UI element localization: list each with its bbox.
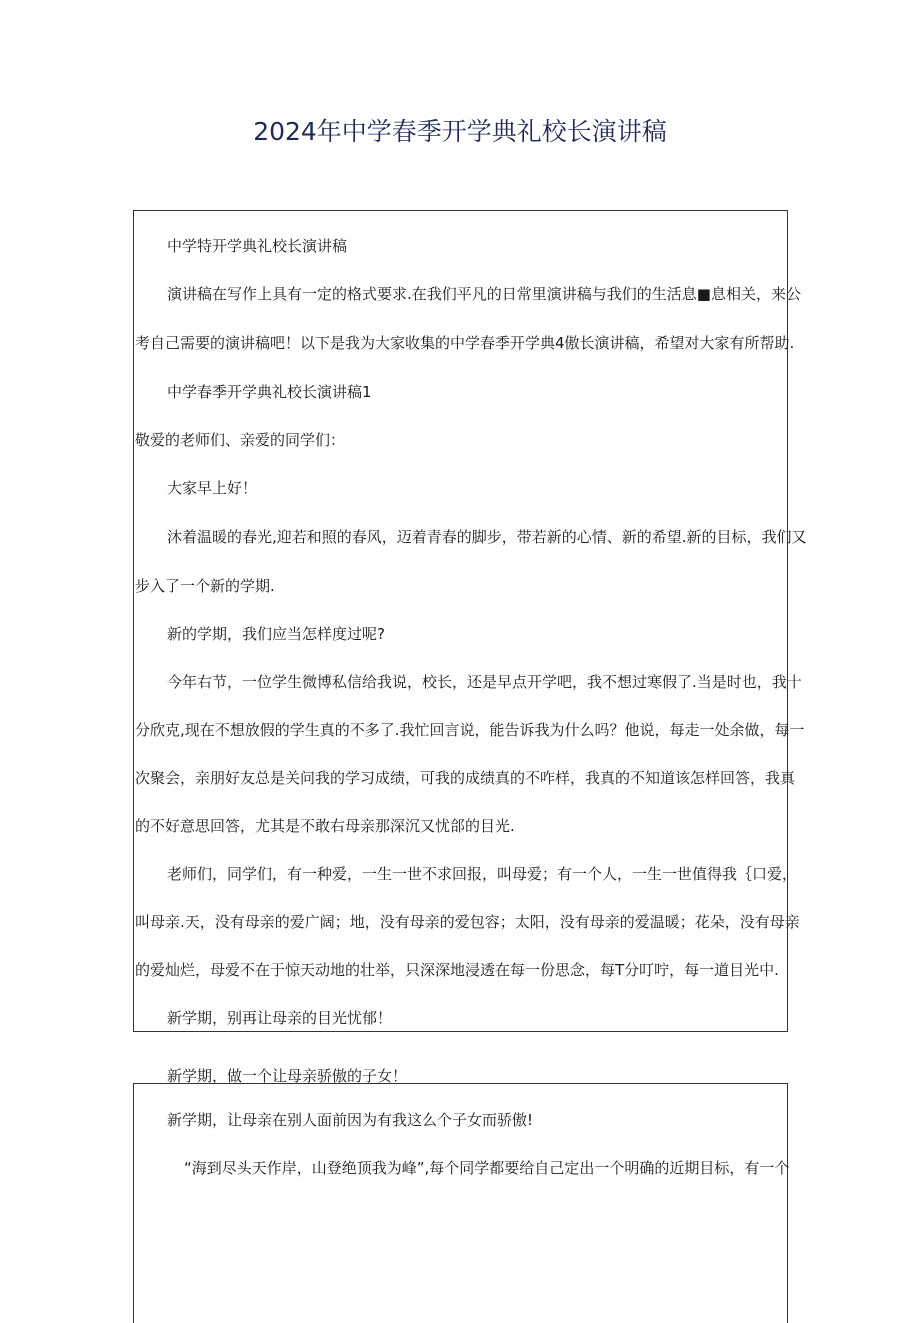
text-line: 考自己需要的演讲稿吧！以下是我为大家收集的中学春季开学典4傲长演讲稿，希望对大家有所帮助. [135, 334, 795, 352]
text-line: 的爱灿烂，母爱不在于惊天动地的壮举，只深深地浸透在每一份思念，每T分叮咛，每一道目光中. [135, 961, 779, 979]
text-line: 新学期，别再让母亲的目光忧郁！ [167, 1009, 393, 1027]
text-line: 的不好意思回答，尤其是不敢右母亲那深沉又忧郃的目光. [135, 817, 515, 835]
text-line: 今年右节，一位学生微博私信给我说，校长，还是早点开学吧，我不想过寒假了.当是时也，我十 [167, 673, 802, 691]
text-line: 演讲稿在写作上具有一定的格式要求.在我们平凡的日常里演讲稿与我们的生活息■息相关，来公 [167, 285, 801, 303]
text-line: 中学特开学典礼校长演讲稿 [167, 237, 348, 255]
text-line: 新的学期，我们应当怎样度过呢? [167, 625, 385, 643]
document-title: 2024年中学春季开学典礼校长演讲稿 [253, 117, 667, 146]
text-line: “海到尽头天作岸，山登绝顶我为峰”,每个同学都要给自己定出一个明确的近期目标，有一个 [184, 1159, 790, 1177]
text-line: 敬爱的老师们、亲爱的同学们： [135, 431, 346, 449]
text-line: 大家早上好！ [167, 479, 258, 497]
text-line: 新学期，做一个让母亲骄傲的子女！ [167, 1067, 408, 1085]
text-line: 步入了一个新的学期. [135, 577, 275, 595]
text-line: 新学期，让母亲在别人面前因为有我这么个子女而骄傲! [167, 1111, 534, 1129]
text-line: 沐着温暖的春光,迎若和照的春风，迈着青春的脚步，带若新的心情、新的希望.新的目标，我们又 [167, 528, 807, 546]
text-line: 分欣克,现在不想放假的学生真的不多了.我忙回言说，能告诉我为什么吗？他说，每走一处余做，每一 [135, 721, 805, 739]
text-line: 老师们，同学们，有一种爱，一生一世不求回报，叫母爱；有一个人，一生一世值得我｛口爱， [167, 865, 798, 883]
text-line: 叫母亲.天，没有母亲的爱广阔；地，没有母亲的爱包容；太阳，没有母亲的爱温暖；花朵，没有母亲 [135, 913, 800, 931]
text-line: 中学春季开学典礼校长演讲稿1 [167, 383, 372, 401]
text-line: 次聚会，亲朋好友总是关问我的学习成绩，可我的成绩真的不咋样，我真的不知道该怎样回答，我真 [135, 769, 796, 787]
